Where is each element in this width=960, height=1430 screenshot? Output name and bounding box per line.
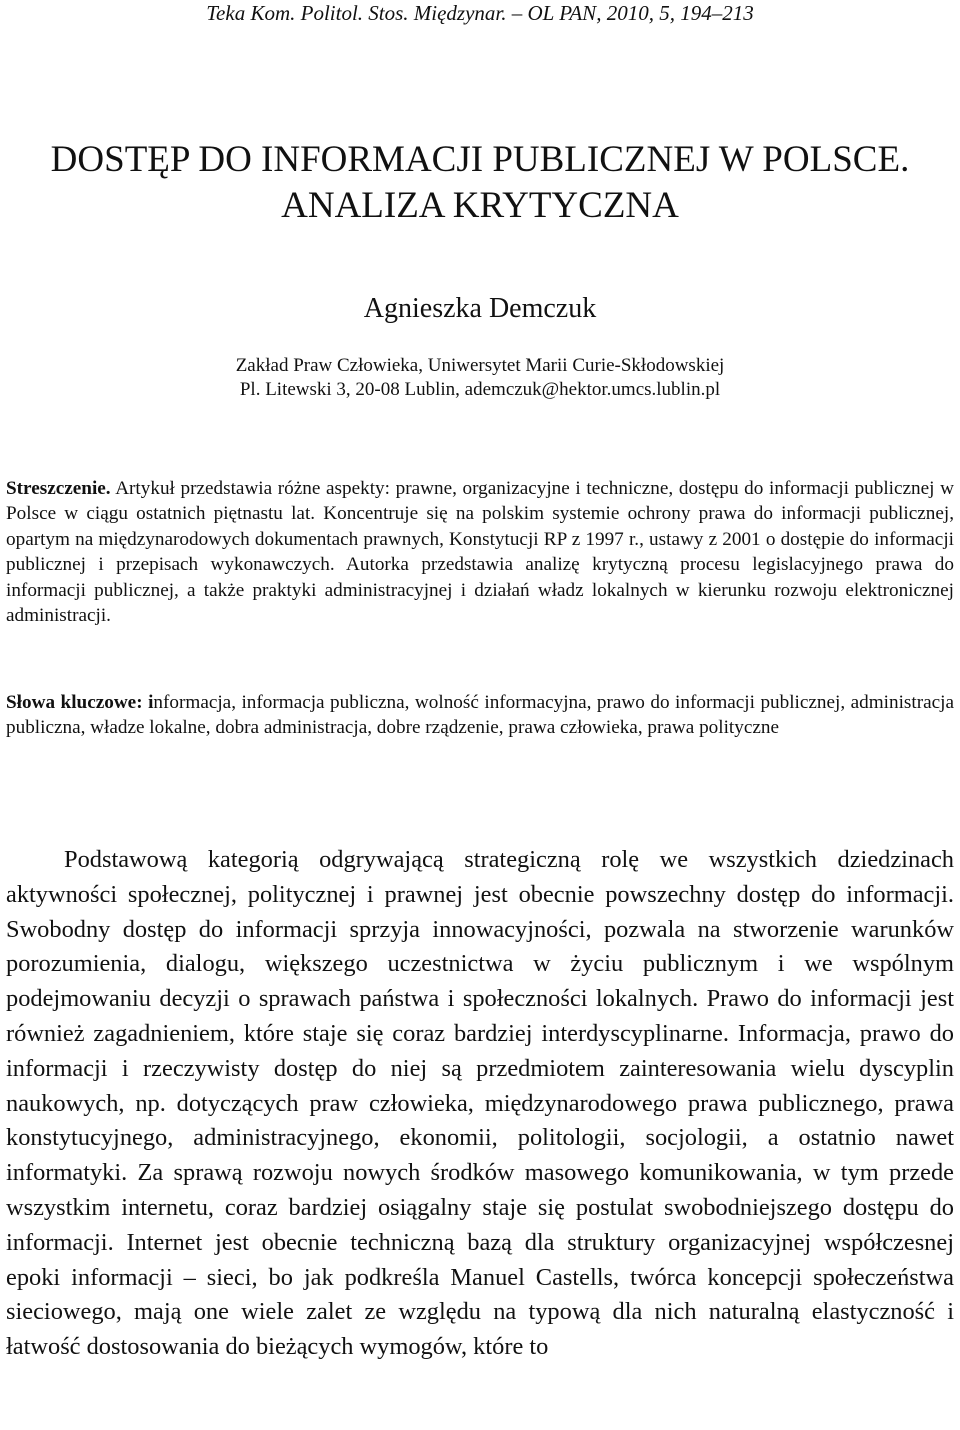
abstract-paragraph bbox=[6, 476, 954, 628]
keywords bbox=[6, 690, 954, 741]
author-name: Agnieszka Demczuk bbox=[363, 293, 597, 324]
affiliation-line-1: Zakład Praw Człowieka, Uniwersytet Marii Curie-Skłodowskiej bbox=[235, 355, 725, 376]
author-affiliation bbox=[0, 354, 960, 402]
abstract-label: Streszczenie. bbox=[6, 478, 111, 499]
article-body bbox=[6, 843, 954, 1365]
journal-citation-header: Teka Kom. Politol. Stos. Międzynar. – OL PAN, 2010, 5, 194–213 bbox=[206, 1, 754, 25]
article-title-line-2: ANALIZA KRYTYCZNA bbox=[281, 185, 679, 226]
abstract-text: Artykuł przedstawia różne aspekty: prawne, organizacyjne i techniczne, dostępu do informacji publicznej w Polsce w ciągu ostatnich piętnastu lat. Koncentruje się na polskim systemie ochrony prawa do informacji publicznej, opartym na międzynarodowych dokumentach prawnych, Konstytucji RP z 1997 r., ustawy z 2001 o dostępie do informacji publicznej i przepisach wykonawczych. Autorka przedstawia analizę krytyczną procesu legislacyjnego prawa do informacji publicznej, a także praktyki administracyjnej i działań władz lokalnych w kierunku rozwoju elektronicznej administracji. bbox=[6, 478, 954, 627]
keywords-text: nformacja, informacja publiczna, wolność informacyjna, prawo do informacji publicznej, administracja publiczna, władze lokalne, dobra administracja, dobre rządzenie, prawa człowieka, prawa polityczne bbox=[6, 692, 954, 739]
keywords-label: Słowa kluczowe: i bbox=[6, 692, 154, 713]
abstract bbox=[6, 476, 954, 628]
article-title bbox=[0, 137, 960, 229]
body-paragraph: Podstawową kategorią odgrywającą strategiczną rolę we wszystkich dziedzinach aktywności społecznej, politycznej i prawnej jest obecnie powszechny dostęp do informacji. Swobodny dostęp do informacji sprzyja innowacyjności, pozwala na stworzenie warunków porozumienia, dialogu, większego uczestnictwa w życiu publicznym i we wspólnym podejmowaniu decyzji o sprawach państwa i społeczności lokalnych. Prawo do informacji jest również zagadnieniem, które staje się coraz bardziej interdyscyplinarne. Informacja, prawo do informacji i rzeczywisty dostęp do niej są przedmiotem zainteresowania wielu dyscyplin naukowych, np. dotyczących praw człowieka, międzynarodowego prawa publicznego, prawa konstytucyjnego, administracyjnego, ekonomii, politologii, socjologii, a ostatnio nawet informatyki. Za sprawą rozwoju nowych środków masowego komunikowania, w tym przede wszystkim internetu, coraz bardziej osiągalny staje się postulat swobodniejszego dostępu do informacji. Internet jest obecnie techniczną bazą dla struktury organizacyjnej współczesnej epoki informacji – sieci, bo jak podkreśla Manuel Castells, twórca koncepcji społeczeństwa sieciowego, mają one wiele zalet ze względu na typową dla nich naturalną elastyczność i łatwość dostosowania do bieżących wymogów, które to bbox=[6, 846, 954, 1361]
article-title-line-1: DOSTĘP DO INFORMACJI PUBLICZNEJ W POLSCE. bbox=[50, 139, 910, 180]
affiliation-line-2: Pl. Litewski 3, 20-08 Lublin, ademczuk@hektor.umcs.lublin.pl bbox=[239, 379, 721, 400]
